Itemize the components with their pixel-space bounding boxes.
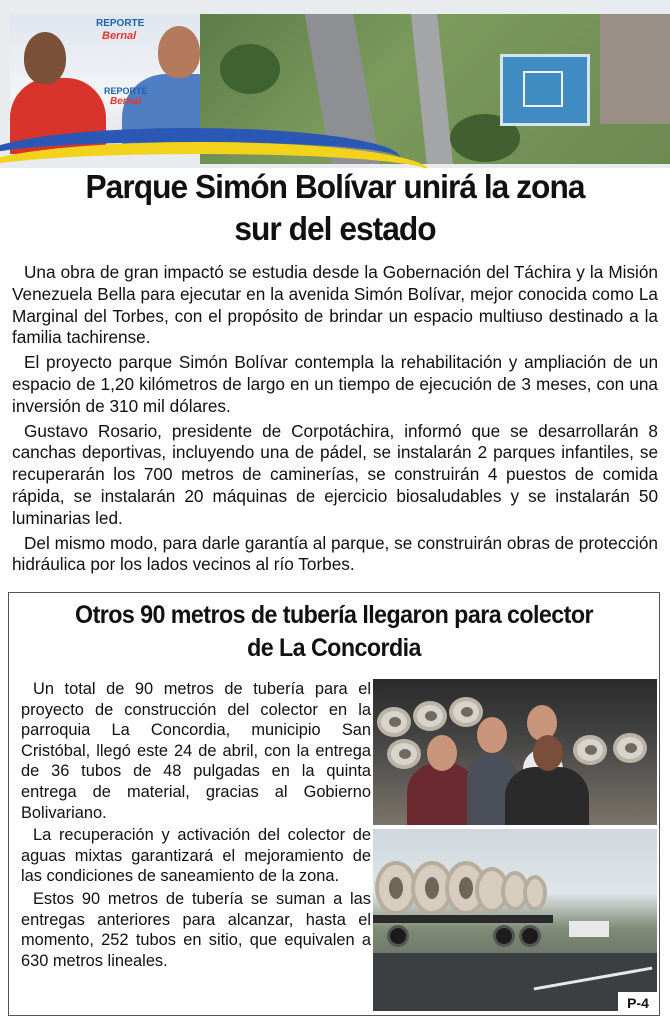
secondary-headline-line2: de La Concordia xyxy=(247,634,421,662)
truck xyxy=(569,921,609,937)
building xyxy=(600,14,670,124)
truck-with-pipes-photo xyxy=(373,829,657,1011)
logo-text-bottom: Bernal xyxy=(102,30,137,42)
pipe xyxy=(449,697,483,727)
court-lines xyxy=(523,71,563,107)
tree xyxy=(220,44,280,94)
paragraph: El proyecto parque Simón Bolívar contempla la rehabilitación y ampliación de un espacio de 1,20 kilómetros de largo en un tiempo de ejecución de 3 meses, con una inversión de 310 mil dólares. xyxy=(12,352,658,416)
tube xyxy=(523,875,547,911)
person xyxy=(505,767,589,825)
road-pavement xyxy=(373,953,657,1011)
tube-opening xyxy=(389,877,403,899)
sports-court xyxy=(500,54,590,126)
paragraph: Un total de 90 metros de tubería para el proyecto de construcción del colector en la parroquia La Concordia, municipio San Cristóbal, llegó este 24 de abril, con la entrega de 36 tubos de 48 pulgadas en la quinta entrega de material, gracias al Gobierno Bolivariano. xyxy=(21,680,371,822)
person-blue-jacket-head xyxy=(158,26,200,78)
logo-text-top-2: REPORTE xyxy=(104,86,148,96)
header-photo-strip xyxy=(0,0,670,168)
tube-opening xyxy=(459,877,473,899)
trailer-bed xyxy=(373,915,553,923)
pipe-opening xyxy=(625,743,637,753)
secondary-article-box xyxy=(8,592,660,1016)
page-number: P-4 xyxy=(618,992,658,1014)
person-head xyxy=(533,735,563,771)
secondary-article xyxy=(21,679,371,973)
paragraph: Del mismo modo, para darle garantía al parque, se construirán obras de protección hidráulica por los lados vecinos al río Torbes. xyxy=(12,532,658,575)
pipe xyxy=(387,739,421,769)
wheel xyxy=(519,925,541,947)
paragraph: Estos 90 metros de tubería se suman a las entregas anteriores para alcanzar, hasta el momento, 252 tubos en sitio, que equivalen a 630 metros lineales. xyxy=(21,889,371,970)
team-with-pipes-photo xyxy=(373,679,657,825)
logo-text-top: REPORTE xyxy=(96,18,145,29)
paragraph: Una obra de gran impactó se estudia desde la Gobernación del Táchira y la Misión Venezuela Bella para ejecutar en la avenida Simón Bolívar, mejor conocida como La Marginal del Torbes, con el propósito de brindar un espacio multiuso destinado a la familia tachirense. xyxy=(12,262,658,348)
paragraph: La recuperación y activación del colector de aguas mixtas garantizará el mejoramiento de las condiciones de saneamiento de la zona. xyxy=(21,826,371,886)
pipe-opening xyxy=(585,745,597,755)
wheel xyxy=(387,925,409,947)
pipe xyxy=(413,701,447,731)
main-headline-line1: Parque Simón Bolívar unirá la zona xyxy=(85,168,585,205)
pipe xyxy=(377,707,411,737)
person-red-jacket-head xyxy=(24,32,66,84)
paragraph: Gustavo Rosario, presidente de Corpotáchira, informó que se desarrollarán 8 canchas deportivas, incluyendo una de pádel, se instalarán 2 parques infantiles, se recuperarán los 700 metros de caminerías, se construirán 4 puestos de comida rápida, se instalarán 20 máquinas de ejercicio biosaludables y se instalarán 50 luminarias led. xyxy=(12,420,658,528)
pipe-opening xyxy=(425,711,437,721)
main-headline xyxy=(13,166,656,250)
tube-opening xyxy=(425,877,439,899)
pipe-opening xyxy=(399,749,411,759)
pipe-opening xyxy=(389,717,401,727)
secondary-headline xyxy=(32,599,637,665)
pipe xyxy=(613,733,647,763)
logo-text-bottom-2: Bernal xyxy=(110,96,142,107)
pipe xyxy=(573,735,607,765)
main-headline-line2: sur del estado xyxy=(234,210,436,247)
person-head xyxy=(477,717,507,753)
pipe-opening xyxy=(461,707,473,717)
main-article xyxy=(12,262,658,579)
wheel xyxy=(493,925,515,947)
person-head xyxy=(427,735,457,771)
secondary-headline-line1: Otros 90 metros de tubería llegaron para colector xyxy=(75,601,593,629)
